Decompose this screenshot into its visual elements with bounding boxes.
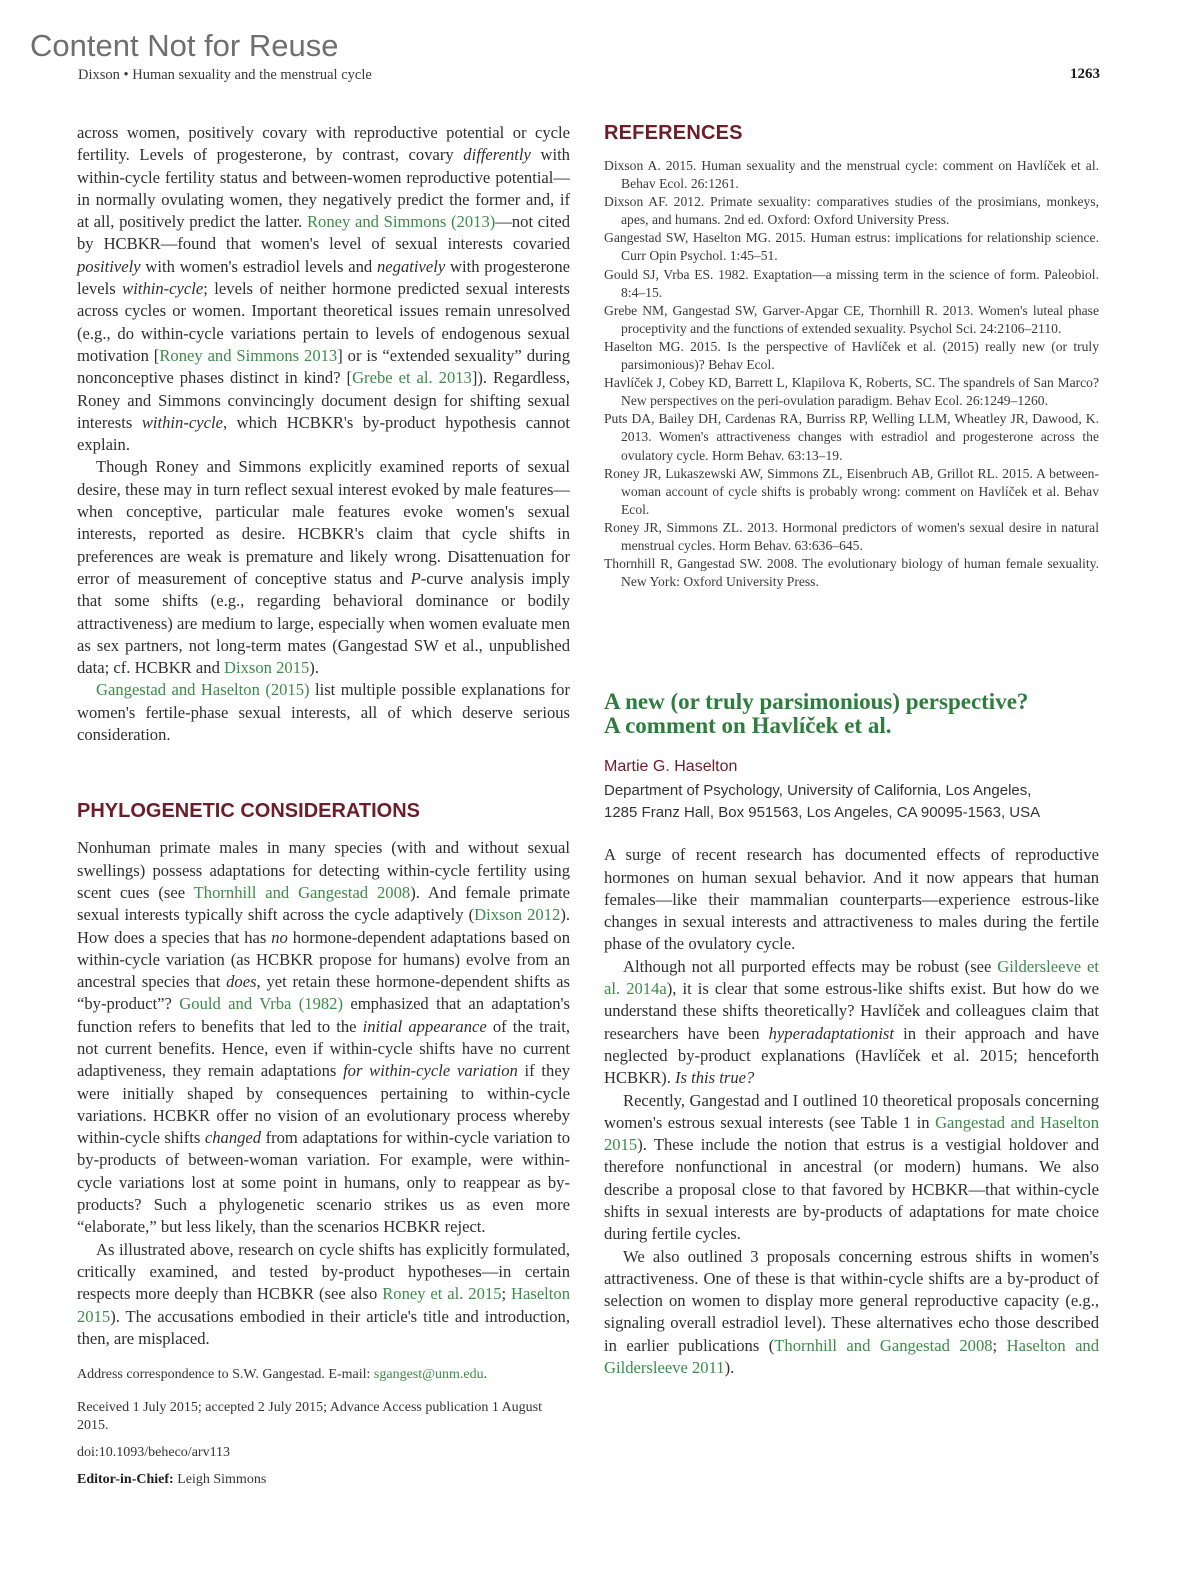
citation-link[interactable]: Gildersleeve et al. 2014a [604,956,1099,999]
reference-item: Dixson A. 2015. Human sexuality and the menstrual cycle: comment on Havlíček et al. Behav Ecol. 26:1261. [604,158,1099,192]
text-run: ] or is “extended sexuality” during nonconceptive phases distinct in kind? [ [77,345,571,388]
emphasis: for within-cycle variation [343,1061,518,1081]
text-run: ; levels of neither hormone predicted sexual interests across cycles or women. Important theoretical issues remain unresolved (e.g., do within-cycle variations pertain to levels of endogenous sexual motivation [ [77,279,570,365]
right-paragraph-4 [604,1246,1099,1380]
text-run: ]). Regardless, Roney and Simmons convincingly document design for shifting sexual interests [77,368,570,432]
comment-title-line-2: A comment on Havlíček et al. [604,713,892,739]
right-column [604,122,1099,1379]
right-paragraph-2 [604,956,1099,1090]
left-paragraph-5 [77,1239,570,1350]
left-column [77,122,570,1489]
reference-item: Gould SJ, Vrba ES. 1982. Exaptation—a missing term in the science of form. Paleobiol. 8:4–15. [604,266,1099,300]
page-number: 1263 [1070,66,1100,82]
text-run: ). How does a species that has [77,905,571,947]
text-run: , yet retain these hormone-dependent shifts as “by-product”? [77,972,570,1014]
right-paragraph-1 [604,844,1099,955]
emphasis: no [271,927,288,947]
left-paragraph-4 [77,837,570,1238]
text-run: ). [309,658,319,678]
text-run: if they were initially shaped by consequences pertaining to within-cycle variations. HCBKR offer no vision of an evolutionary process whereby within-cycle shifts [77,1061,570,1148]
section-heading-phylogenetic: PHYLOGENETIC CONSIDERATIONS [77,800,420,823]
comment-title-line-1: A new (or truly parsimonious) perspective? [604,689,1029,715]
citation-link[interactable]: Gangestad and Haselton 2015 [604,1112,1100,1155]
text-run: of the trait, not current benefits. Hence, even if within-cycle shifts have no current adaptiveness, they remain adaptations [77,1016,570,1081]
emphasis: positively [77,256,141,276]
reference-item: Roney JR, Simmons ZL. 2013. Hormonal predictors of women's sexual desire in natural menstrual cycles. Horm Behav. 63:636–645. [604,519,1099,553]
emphasis: initial appearance [362,1016,487,1036]
reference-item: Gangestad SW, Haselton MG. 2015. Human estrus: implications for relationship science. Curr Opin Psychol. 1:45–51. [604,230,1099,264]
left-paragraph-3 [77,679,570,746]
emphasis: within-cycle [122,279,204,299]
text-run: —not cited by HCBKR—found that women's level of sexual interests covaried [77,212,571,254]
reference-item: Roney JR, Lukaszewski AW, Simmons ZL, Eisenbruch AB, Grillot RL. 2015. A between-woman account of cycle shifts is probably wrong: comment on Havlíček et al. Behav Ecol. [604,465,1099,517]
reference-item: Havlíček J, Cobey KD, Barrett L, Klapilova K, Roberts, SC. The spandrels of San Marco? New perspectives on the peri-ovulation paradigm. Behav Ecol. 26:1249–1260. [604,375,1099,409]
citation-link[interactable]: Roney et al. 2015 [382,1284,502,1304]
emphasis: changed [204,1128,262,1148]
reference-list [604,157,1099,591]
citation-link[interactable]: Haselton 2015 [77,1284,571,1326]
citation-link[interactable]: Roney and Simmons 2013 [159,345,338,365]
text-run: ), it is clear that some estrous-like shifts exist. But how do we understand these shifts theoretically? Havlíček and colleagues claim that researchers have been [604,979,1099,1043]
text-run: in their approach and have neglected by-product explanations (Havlíček et al. 2015; henceforth HCBKR). [604,1023,1099,1088]
emphasis: does [226,972,257,992]
citation-link[interactable]: Haselton and Gildersleeve 2011 [604,1335,1100,1378]
doi: doi:10.1093/beheco/arv113 [77,1445,231,1461]
emphasis: negatively [377,256,446,276]
text-run: Recently, Gangestad and I outlined 10 theoretical proposals concerning women's estrous sexual interests (see Table 1 in [604,1090,1099,1132]
emphasis: within-cycle [141,412,223,432]
text-run: Although not all purported effects may be robust (see [623,956,998,976]
left-paragraph-1 [77,122,570,456]
text-run: with within-cycle fertility status and between-women reproductive potential—in normally ovulating women, they negatively predict the former and, if at all, positively predict the latter. [77,145,570,232]
text-run: Though Roney and Simmons explicitly examined reports of sexual desire, these may in turn reflect sexual interest evoked by male features—when conceptive, particular male features evoke women's sexual interests, reported as desire. HCBKR's claim that cycle shifts in preferences are weak is premature and likely wrong. Disattenuation for error of measurement of conceptive status and [77,457,570,588]
citation-link[interactable]: Thornhill and Gangestad 2008 [774,1335,993,1355]
affiliation-line-2: 1285 Franz Hall, Box 951563, Los Angeles, CA 90095-1563, USA [604,804,1041,822]
reference-item: Dixson AF. 2012. Primate sexuality: comparatives studies of the prosimians, monkeys, apes, and humans. 2nd ed. Oxford: Oxford University Press. [604,194,1099,228]
references-heading: REFERENCES [604,122,743,144]
text-run: ). [724,1358,735,1378]
text-run: Address correspondence to S.W. Gangestad. E-mail: [77,1367,374,1383]
citation-link[interactable]: Dixson 2012 [474,905,561,925]
emphasis: hyperadaptationist [768,1023,894,1043]
editor-in-chief [77,1471,570,1489]
text-run: -curve analysis imply that some shifts (e.g., regarding behavioral dominance or bodily attractiveness) are medium to large, especially when women evaluate men as sex partners, not long-term mates (Gangestad SW et al., unpublished data; cf. HCBKR and [77,568,570,678]
reference-item: Haselton MG. 2015. Is the perspective of Havlíček et al. (2015) really new (or truly parsimonious)? Behav Ecol. [604,338,1099,373]
reference-item: Grebe NM, Gangestad SW, Garver-Apgar CE, Thornhill R. 2013. Women's luteal phase proceptivity and the functions of extended sexuality. Psychol Sci. 24:2106–2110. [604,302,1099,336]
text-run: As illustrated above, research on cycle shifts has explicitly formulated, critically examined, and tested by-product hypotheses—in certain respects more deeply than HCBKR (see also [77,1239,570,1304]
address-correspondence [77,1366,570,1384]
text-run: across women, positively covary with reproductive potential or cycle fertility. Levels of progesterone, by contrast, covary [77,123,570,165]
text-run: with progesterone levels [77,256,570,299]
comment-title [604,690,1099,738]
reference-item: Thornhill R, Gangestad SW. 2008. The evolutionary biology of human female sexuality. New York: Oxford University Press. [604,556,1099,590]
left-paragraph-2 [77,456,570,679]
text-run: A surge of recent research has documented effects of reproductive hormones on human sexual behavior. And it now appears that human females—like their mammalian counterparts—experience estrous-like changes in sexual interests and attractiveness to males during the fertile phase of the ovulatory cycle. [604,845,1099,954]
text-run: . [483,1367,488,1383]
text-run: ; [501,1284,512,1304]
emphasis: P [410,568,421,588]
editor-label: Editor-in-Chief: [77,1472,174,1488]
text-run: hormone-dependent adaptations based on within-cycle variation (as HCBKR propose for humans) evolve from an ancestral species that [77,927,570,992]
citation-link[interactable]: Thornhill and Gangestad 2008 [193,882,411,902]
citation-link[interactable]: Gangestad and Haselton (2015) [96,680,310,700]
citation-link[interactable]: Gould and Vrba (1982) [179,994,344,1014]
text-run: emphasized that an adaptation's function refers to benefits that led to the [77,994,570,1036]
text-run: list multiple possible explanations for women's fertile-phase sexual interests, all of which deserve serious consideration. [77,680,570,745]
citation-link[interactable]: Dixson 2015 [224,658,310,678]
right-paragraph-3 [604,1090,1099,1246]
running-head: Dixson • Human sexuality and the menstrual cycle [78,67,372,83]
editor-name: Leigh Simmons [173,1472,267,1488]
citation-link[interactable]: Grebe et al. 2013 [352,368,472,388]
citation-link[interactable]: sgangest@unm.edu [373,1367,484,1383]
emphasis: differently [463,145,531,165]
received-dates: Received 1 July 2015; accepted 2 July 2015; Advance Access publication 1 August 2015. [77,1400,543,1434]
author-name: Martie G. Haselton [604,758,738,776]
text-run: , which HCBKR's by-product hypothesis cannot explain. [77,412,570,455]
reference-item: Puts DA, Bailey DH, Cardenas RA, Burriss RP, Welling LLM, Wheatley JR, Dawood, K. 2013. Women's attractiveness changes with estradiol and progesterone across the ovulatory cycle. Horm Behav. 63:13–19. [604,411,1099,463]
text-run: from adaptations for within-cycle variation to by-products of between-woman variation. For example, were within-cycle variations lost at some point in humans, only to reappear as by-products? Such a phylogenetic scenario strikes us as even more “elaborate,” but less likely, than the scenarios HCBKR reject. [77,1128,570,1237]
citation-link[interactable]: Roney and Simmons (2013) [306,212,496,232]
emphasis: Is this true? [675,1068,755,1088]
text-run: We also outlined 3 proposals concerning estrous shifts in women's attractiveness. One of these is that within-cycle shifts are a by-product of selection on women to display more general reproductive capacity (e.g., signaling overall estradiol level). These alternatives echo those described in earlier publications ( [604,1246,1099,1355]
text-run: Nonhuman primate males in many species (with and without sexual swellings) possess adaptations for detecting within-cycle fertility using scent cues (see [77,838,570,902]
text-run: with women's estradiol levels and [140,256,377,276]
watermark: Content Not for Reuse [30,28,339,63]
text-run: ; [992,1335,1007,1355]
text-run: ). And female primate sexual interests typically shift across the cycle adaptively ( [77,882,570,925]
affiliation-line-1: Department of Psychology, University of California, Los Angeles, [604,782,1032,800]
text-run: ). The accusations embodied in their article's title and introduction, then, are misplaced. [77,1306,570,1348]
author-affiliation [604,780,1099,824]
text-run: ). These include the notion that estrus is a vestigial holdover and therefore nonfunctional in ancestral (or modern) humans. We also describe a proposal close to that favored by HCBKR—that within-cycle shifts in sexual interests are by-products of adaptations for mate choice during fertile cycles. [604,1135,1099,1244]
